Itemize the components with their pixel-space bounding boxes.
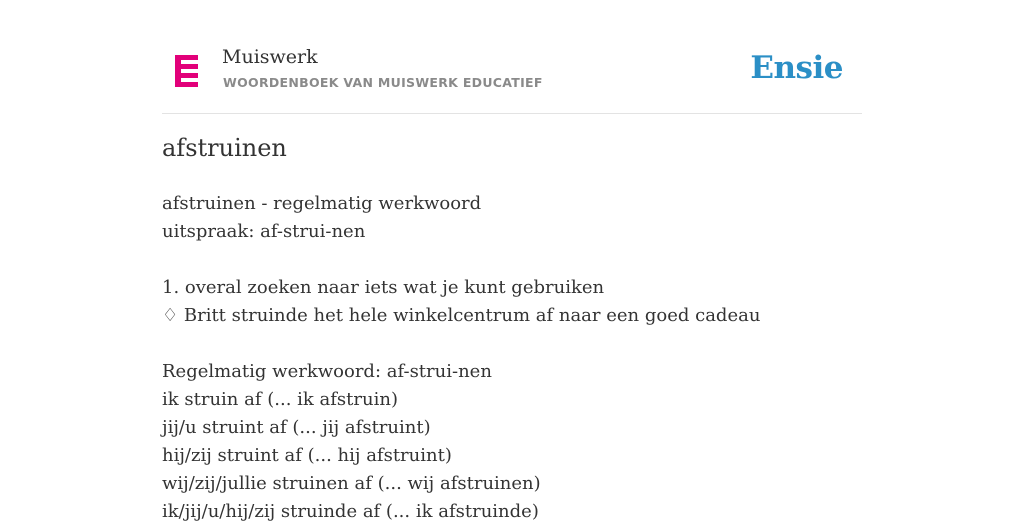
conjugation-line: ik/jij/u/hij/zij struinde af (... ik afstruinde) — [162, 501, 539, 522]
site-header — [162, 0, 862, 114]
page — [162, 0, 862, 522]
pronunciation-line: uitspraak: af-strui-nen — [162, 221, 366, 242]
spacer — [162, 246, 760, 274]
example-line: ♢ Britt struinde het hele winkelcentrum af naar een goed cadeau — [162, 305, 761, 326]
entry-body — [162, 190, 760, 526]
entry-title: afstruinen — [162, 134, 287, 162]
brand-name[interactable]: Muiswerk — [222, 46, 318, 68]
conjugation-line: ik struin af (... ik afstruin) — [162, 389, 398, 410]
conjugation-line: jij/u struint af (... jij afstruint) — [162, 417, 431, 438]
definition-line: 1. overal zoeken naar iets wat je kunt gebruiken — [162, 277, 605, 298]
muiswerk-logo-icon[interactable] — [173, 55, 200, 88]
conjugation-line: wij/zij/jullie struinen af (... wij afstruinen) — [162, 473, 541, 494]
conjugation-line: hij/zij struint af (... hij afstruint) — [162, 445, 452, 466]
conjugation-header: Regelmatig werkwoord: af-strui-nen — [162, 361, 492, 382]
ensie-logo-link[interactable]: Ensie — [750, 50, 843, 86]
brand-subtitle: WOORDENBOEK VAN MUISWERK EDUCATIEF — [223, 75, 543, 90]
headword-line: afstruinen - regelmatig werkwoord — [162, 193, 482, 214]
spacer — [162, 330, 760, 358]
